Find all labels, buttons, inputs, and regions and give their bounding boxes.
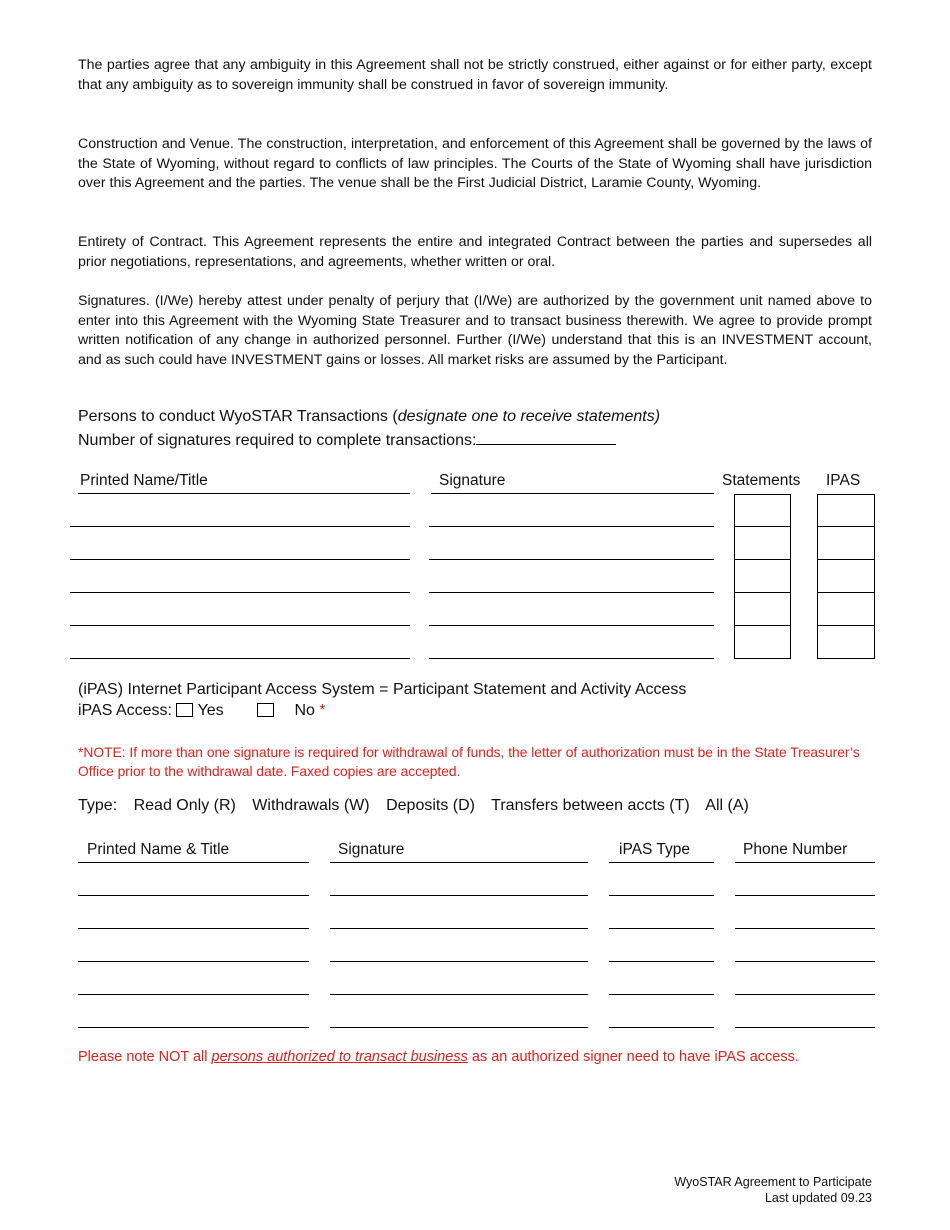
ipas-heading: (iPAS) Internet Participant Access System = Participant Statement and Activity Access: [78, 681, 687, 698]
signature-field-2[interactable]: [429, 559, 714, 560]
ipas-types-row: [78, 797, 761, 815]
signature-field-3[interactable]: [429, 592, 714, 593]
ambiguity-paragraph: The parties agree that any ambiguity in this Agreement shall not be strictly construed, either against or for either party, except that any ambiguity as to sovereign immunity shall be construed in favor of sovereign immunity.: [78, 57, 872, 93]
ipas-access-label: iPAS Access:: [78, 702, 172, 719]
ipas-final-note: Please note NOT all persons authorized to transact business as an authorized signer need to have iPAS access.: [78, 1049, 799, 1065]
signature-field-1[interactable]: [429, 526, 714, 527]
ipas-yes-checkbox[interactable]: [176, 703, 193, 717]
signatures-required-field[interactable]: [476, 430, 616, 445]
ipas-checkbox-5[interactable]: [817, 625, 875, 659]
signatures-required-row: Number of signatures required to complete transactions:: [78, 430, 616, 450]
type-transfers: Transfers between accts (T): [491, 797, 690, 814]
persons-heading: Persons to conduct WyoSTAR Transactions (designate one to receive statements): [78, 408, 661, 425]
ipas-type-field-2[interactable]: [609, 928, 714, 929]
type-read-only: Read Only (R): [133, 797, 236, 814]
ipas-type-field-3[interactable]: [609, 961, 714, 962]
printed-name-field-3[interactable]: [70, 592, 410, 593]
ipas-phone-field-4[interactable]: [735, 994, 875, 995]
statements-checkbox-1[interactable]: [734, 494, 791, 527]
header-underline: [78, 862, 309, 863]
ipas-no-checkbox[interactable]: [257, 703, 274, 717]
ipas-checkbox-4[interactable]: [817, 592, 875, 626]
ipas-type-field-1[interactable]: [609, 895, 714, 896]
statements-checkbox-3[interactable]: [734, 559, 791, 593]
statements-checkbox-4[interactable]: [734, 592, 791, 626]
type-deposits: Deposits (D): [386, 797, 475, 814]
authorization-note: *NOTE: If more than one signature is required for withdrawal of funds, the letter of authorization must be in the State Treasurer’s Office prior to the withdrawal date. Faxed copies are accepted.: [78, 745, 860, 779]
header-underline: [431, 493, 714, 494]
col-signature: Signature: [439, 472, 506, 489]
ipas-access-row: [78, 702, 326, 720]
printed-name-field-4[interactable]: [70, 625, 410, 626]
ipas-phone-field-5[interactable]: [735, 1027, 875, 1028]
ipas-signature-field-1[interactable]: [330, 895, 588, 896]
printed-name-field-1[interactable]: [70, 526, 410, 527]
header-underline: [609, 862, 714, 863]
ipas-name-field-5[interactable]: [78, 1027, 309, 1028]
signatures-paragraph: Signatures. (I/We) hereby attest under penalty of perjury that (I/We) are authorized by the government unit named above to enter into this Agreement with the Wyoming State Treasurer and to transact business therewith. We agree to provide prompt written notification of any change in authorized personnel. Further (I/We) understand that this is an INVESTMENT account, and as such could have INVESTMENT gains or losses. All market risks are assumed by the Participant.: [78, 293, 872, 368]
ipas-signature-field-3[interactable]: [330, 961, 588, 962]
ipas-phone-field-2[interactable]: [735, 928, 875, 929]
ipas-name-field-3[interactable]: [78, 961, 309, 962]
type-withdrawals: Withdrawals (W): [252, 797, 370, 814]
signature-field-4[interactable]: [429, 625, 714, 626]
ipas-name-field-2[interactable]: [78, 928, 309, 929]
col-statements: Statements: [722, 472, 801, 489]
statements-checkbox-5[interactable]: [734, 625, 791, 659]
col-ipas-signature: Signature: [338, 841, 405, 858]
printed-name-field-2[interactable]: [70, 559, 410, 560]
col-ipas-type: iPAS Type: [619, 841, 690, 858]
printed-name-field-5[interactable]: [70, 658, 410, 659]
ipas-signature-field-5[interactable]: [330, 1027, 588, 1028]
ipas-signature-field-4[interactable]: [330, 994, 588, 995]
col-ipas: IPAS: [826, 472, 861, 489]
ipas-yes-label: Yes: [197, 702, 224, 719]
header-underline: [78, 493, 410, 494]
entirety-paragraph: Entirety of Contract. This Agreement represents the entire and integrated Contract between the parties and supersedes all prior negotiations, representations, and agreements, whether written or oral.: [78, 234, 872, 270]
ipas-phone-field-1[interactable]: [735, 895, 875, 896]
ipas-checkbox-1[interactable]: [817, 494, 875, 527]
col-ipas-printed-name: Printed Name & Title: [87, 841, 230, 858]
ipas-type-field-5[interactable]: [609, 1027, 714, 1028]
construction-venue-paragraph: Construction and Venue. The construction, interpretation, and enforcement of this Agreement shall be governed by the laws of the State of Wyoming, without regard to conflicts of law principles. The Courts of the State of Wyoming shall have jurisdiction over this Agreement and the parties. The venue shall be the First Judicial District, Laramie County, Wyoming.: [78, 136, 872, 191]
ipas-signature-field-2[interactable]: [330, 928, 588, 929]
page-footer: [674, 1174, 872, 1206]
statements-checkbox-2[interactable]: [734, 526, 791, 560]
col-printed-name-title: Printed Name/Title: [80, 472, 208, 489]
ipas-checkbox-3[interactable]: [817, 559, 875, 593]
ipas-no-label: No: [294, 702, 315, 719]
persons-authorized-link[interactable]: persons authorized to transact business: [211, 1049, 468, 1065]
header-underline: [735, 862, 875, 863]
ipas-name-field-1[interactable]: [78, 895, 309, 896]
col-phone-number: Phone Number: [743, 841, 848, 858]
ipas-phone-field-3[interactable]: [735, 961, 875, 962]
footer-updated: Last updated 09.23: [764, 1191, 872, 1205]
ipas-checkbox-2[interactable]: [817, 526, 875, 560]
header-underline: [330, 862, 588, 863]
type-all: All (A): [705, 797, 749, 814]
required-asterisk: *: [319, 702, 326, 719]
ipas-name-field-4[interactable]: [78, 994, 309, 995]
signature-field-5[interactable]: [429, 658, 714, 659]
footer-title: WyoSTAR Agreement to Participate: [674, 1175, 872, 1189]
ipas-type-field-4[interactable]: [609, 994, 714, 995]
type-label: Type:: [78, 797, 118, 814]
